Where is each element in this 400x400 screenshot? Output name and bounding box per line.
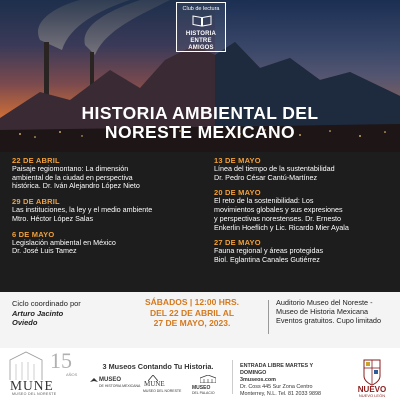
book-icon xyxy=(192,15,212,27)
museum-subname: MUSEO DEL NORESTE xyxy=(143,389,182,393)
nuevo-leon-wordmark: NUEVO xyxy=(357,385,387,394)
venue-line2: Museo de Historia Mexicana xyxy=(276,307,369,317)
mune-subtitle: MUSEO DEL NORESTE xyxy=(12,392,57,396)
event-item xyxy=(12,230,204,256)
museum-name: MUSEO xyxy=(99,377,122,383)
website-link[interactable]: 3museos.com xyxy=(240,377,276,383)
coordination-row xyxy=(0,292,400,348)
eagle-icon xyxy=(90,377,98,385)
event-description: Fauna regional y áreas protegidas Biol. Eglantina Canales Gutiérrez xyxy=(214,246,324,264)
venue-line1: Auditorio Museo del Noreste - xyxy=(276,298,373,307)
event-item xyxy=(12,156,204,191)
mune-anniversary-number: 15 xyxy=(50,348,72,373)
event-description: El reto de la sostenibilidad: Los movimientos globales y sus expresiones y perspectivas norestenses. Dr. Ernesto Enkerlin Hoeflich y Lic. Ricardo Mier Ayala xyxy=(214,196,349,232)
event-item xyxy=(214,188,398,232)
coordinator-name-line1: Arturo Jacinto xyxy=(12,308,64,318)
mune-building-icon xyxy=(6,342,80,382)
event-date: 13 DE MAYO xyxy=(214,156,261,165)
venue-info xyxy=(276,298,400,326)
title-line1: HISTORIA AMBIENTAL DEL xyxy=(81,103,319,123)
mune-anniversary-label: AÑOS xyxy=(66,372,78,377)
venue-line3: Eventos gratuitos. Cupo limitado xyxy=(276,316,382,326)
event-date: 29 DE ABRIL xyxy=(12,197,60,207)
club-name-line2: ENTRE xyxy=(190,38,212,44)
coordinator-name-line2: Oviedo xyxy=(12,318,38,327)
museum-logos xyxy=(90,375,230,397)
event-date: 22 DE ABRIL xyxy=(12,156,60,165)
schedule-dates xyxy=(118,297,266,329)
coordinator-info xyxy=(12,299,81,328)
event-description: Legislación ambiental en México Dr. José Luis Tamez xyxy=(12,237,116,256)
club-name xyxy=(177,31,225,52)
event-item xyxy=(214,156,398,182)
title-line2: NORESTE MEXICANO xyxy=(104,121,296,142)
event-item xyxy=(214,238,398,264)
event-description: Las instituciones, la ley y el medio ambiente Mtro. Héctor López Salas xyxy=(12,205,153,223)
nuevo-leon-subtitle: NUEVO LEÓN xyxy=(358,393,386,398)
museum-noreste-logo xyxy=(140,375,180,397)
club-logo xyxy=(176,2,226,52)
club-name-line3: AMIGOS xyxy=(188,45,214,51)
mune-anniversary-logo xyxy=(6,342,80,398)
schedule-line1: SÁBADOS | 12:00 HRS. xyxy=(144,297,239,307)
entry-hours: ENTRADA LIBRE MARTES Y DOMINGO xyxy=(240,363,313,376)
divider xyxy=(232,360,233,394)
schedule-line2: DEL 22 DE ABRIL AL xyxy=(149,307,235,318)
club-label: Club de lectura xyxy=(182,6,220,12)
coordinator-label: Ciclo coordinado por xyxy=(12,299,81,308)
club-name-line1: HISTORIA xyxy=(185,31,217,37)
address-line2: Monterrey, N.L. Tel. 81 2033 9898 xyxy=(240,391,322,397)
nuevo-leon-shield-icon xyxy=(350,358,394,386)
event-date: 27 DE MAYO xyxy=(214,238,261,248)
mune-wordmark: MUNE xyxy=(10,378,54,393)
address-line1: Dr. Coss 445 Sur Zona Centro xyxy=(240,384,313,390)
palace-icon xyxy=(200,375,216,383)
entry-info xyxy=(240,363,340,398)
museum-palacio-logo xyxy=(186,375,230,397)
tagline: 3 Museos Contando Tu Historia. xyxy=(102,362,214,371)
page-title xyxy=(0,104,400,141)
event-date: 20 DE MAYO xyxy=(214,188,261,198)
schedule-column-right xyxy=(214,156,398,271)
museum-name: MUNE xyxy=(144,380,165,388)
museum-historia-mexicana-logo xyxy=(90,375,141,397)
event-item xyxy=(12,197,204,223)
divider xyxy=(268,300,269,334)
event-description: Paisaje regiomontano: La dimensión ambiental de la ciudad en perspectiva histórica. Dr. Iván Alejandro López Nieto xyxy=(12,164,140,191)
footer xyxy=(0,348,400,400)
nuevo-leon-logo xyxy=(350,358,394,398)
schedule-column-left xyxy=(12,156,204,262)
hero-banner xyxy=(0,0,400,152)
event-date: 6 DE MAYO xyxy=(12,229,55,239)
event-schedule xyxy=(0,152,400,292)
museum-subname: DE HISTORIA MEXICANA xyxy=(99,384,141,388)
schedule-line3: 27 DE MAYO, 2023. xyxy=(153,318,231,328)
museum-subname: DEL PALACIO xyxy=(192,391,215,395)
event-description: Línea del tiempo de la sustentabilidad Dr. Pedro César Cantú-Martínez xyxy=(214,164,335,182)
museum-name: MUSEO xyxy=(192,385,211,391)
